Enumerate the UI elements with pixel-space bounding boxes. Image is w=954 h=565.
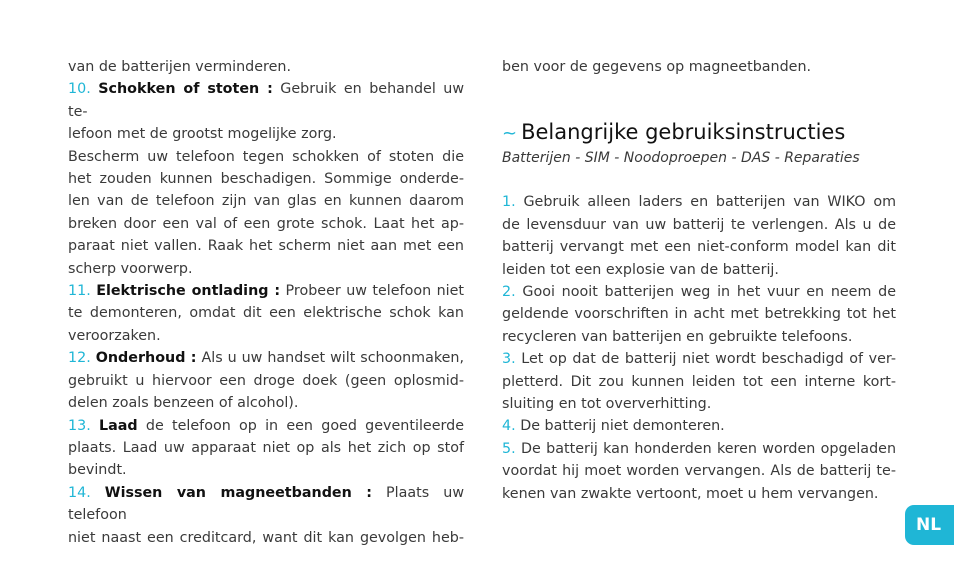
item-number: 13.: [68, 417, 91, 434]
item-number: 10.: [68, 81, 91, 98]
text-line: kenen van zwakte vertoont, moet u hem vervangen.: [502, 485, 879, 502]
text-line: niet naast een creditcard, want dit kan gevolgen heb-: [68, 529, 464, 546]
text-line: geldende voorschriften in acht met betrekking tot het: [502, 306, 896, 323]
list-item: 11. Elektrische ontlading : Probeer uw telefoon niet te demonteren, omdat dit een elektrische schok kan veroorzaken.: [68, 280, 464, 347]
item-number: 1.: [502, 194, 516, 211]
text-line: voordat hij moet worden vervangen. Als de batterij te-: [502, 463, 896, 480]
text-line: gebruikt u hiervoor een droge doek (geen oplosmid-: [68, 372, 464, 389]
item-title: Laad: [99, 417, 138, 434]
text-line: breken door een val of een grote schok. Laat het ap-: [68, 215, 464, 232]
list-item: 2. Gooi nooit batterijen weg in het vuur en neem de geldende voorschriften in acht met betrekking tot het recycleren van batterijen en gebruikte telefoons.: [502, 281, 896, 348]
right-column: [502, 56, 896, 505]
text-line: paraat niet vallen. Raak het scherm niet aan met een: [68, 238, 464, 255]
text-line: ben voor de gegevens op magneetbanden.: [502, 59, 812, 75]
text-line: delen zoals benzeen of alcohol).: [68, 395, 299, 412]
item-number: 14.: [68, 484, 91, 501]
item-number: 5.: [502, 440, 516, 457]
item-title: Schokken of stoten :: [98, 81, 273, 98]
list-item: 1. Gebruik alleen laders en batterijen van WIKO om de levensduur van uw batterij te verlengen. Als u de batterij vervangt met een niet-conform model kan dit leiden tot een explosie van de batterij.: [502, 191, 896, 281]
section-subtitle: Batterijen - SIM - Noodoproepen - DAS - Reparaties: [502, 150, 860, 167]
item-number: 4.: [502, 418, 516, 435]
item-title: Elektrische ontlading :: [96, 283, 281, 300]
tilde-mark: ~: [502, 123, 518, 145]
text-line: veroorzaken.: [68, 327, 161, 344]
text-line: het zouden kunnen beschadigen. Sommige onderde-: [68, 171, 464, 188]
list-item: 12. Onderhoud : Als u uw handset wilt schoonmaken, gebruikt u hiervoor een droge doek (geen oplosmid- delen zoals benzeen of alcohol).: [68, 347, 464, 414]
text-line: recycleren van batterijen en gebruikte telefoons.: [502, 328, 853, 345]
text-line: plaats. Laad uw apparaat niet op als het zich op stof: [68, 439, 464, 456]
heading-text: Belangrijke gebruiksinstructies: [521, 120, 846, 145]
item-title: Wissen van magneetbanden :: [104, 484, 372, 501]
text-line: lefoon met de grootst mogelijke zorg.: [68, 126, 337, 143]
text-line: te demonteren, omdat dit een elektrische schok kan: [68, 305, 464, 322]
list-item: 3. Let op dat de batterij niet wordt beschadigd of ver- pletterd. Dit zou kunnen leiden tot een interne kort- sluiting en tot oververhitting.: [502, 348, 896, 415]
text-line: len van de telefoon zijn van glas en kunnen daarom: [68, 193, 464, 210]
language-badge: NL: [905, 505, 954, 545]
text-line: sluiting en tot oververhitting.: [502, 396, 712, 413]
list-item: 4. De batterij niet demonteren.: [502, 418, 725, 435]
list-item: 10. Schokken of stoten : Gebruik en behandel uw te- lefoon met de grootst mogelijke zorg.: [68, 78, 464, 145]
text-line: pletterd. Dit zou kunnen leiden tot een interne kort-: [502, 373, 896, 390]
item-title: Onderhoud :: [95, 350, 197, 367]
list-item: 13. Laad de telefoon op in een goed geventileerde plaats. Laad uw apparaat niet op als het zich op stof bevindt.: [68, 415, 464, 482]
list-item: 5. De batterij kan honderden keren worden opgeladen voordat hij moet worden vervangen. Als de batterij te- kenen van zwakte vertoont, moet u hem vervangen.: [502, 438, 896, 505]
section-heading: [502, 119, 896, 147]
text-line: Bescherm uw telefoon tegen schokken of stoten die: [68, 148, 464, 165]
text-line: de levensduur van uw batterij te verlengen. Als u de: [502, 216, 896, 233]
list-item: 14. Wissen van magneetbanden : Plaats uw telefoon niet naast een creditcard, want dit kan gevolgen heb-: [68, 482, 464, 549]
left-column: [68, 56, 464, 549]
text-line: bevindt.: [68, 462, 127, 479]
text-line: scherp voorwerp.: [68, 260, 193, 277]
paragraph: [68, 146, 464, 280]
text-line: van de batterijen verminderen.: [68, 59, 291, 75]
item-number: 12.: [68, 350, 91, 367]
text-line: leiden tot een explosie van de batterij.: [502, 261, 779, 278]
item-number: 3.: [502, 351, 516, 368]
text-line: batterij vervangt met een niet-conform model kan dit: [502, 239, 896, 256]
item-number: 11.: [68, 283, 91, 300]
item-number: 2.: [502, 284, 516, 301]
